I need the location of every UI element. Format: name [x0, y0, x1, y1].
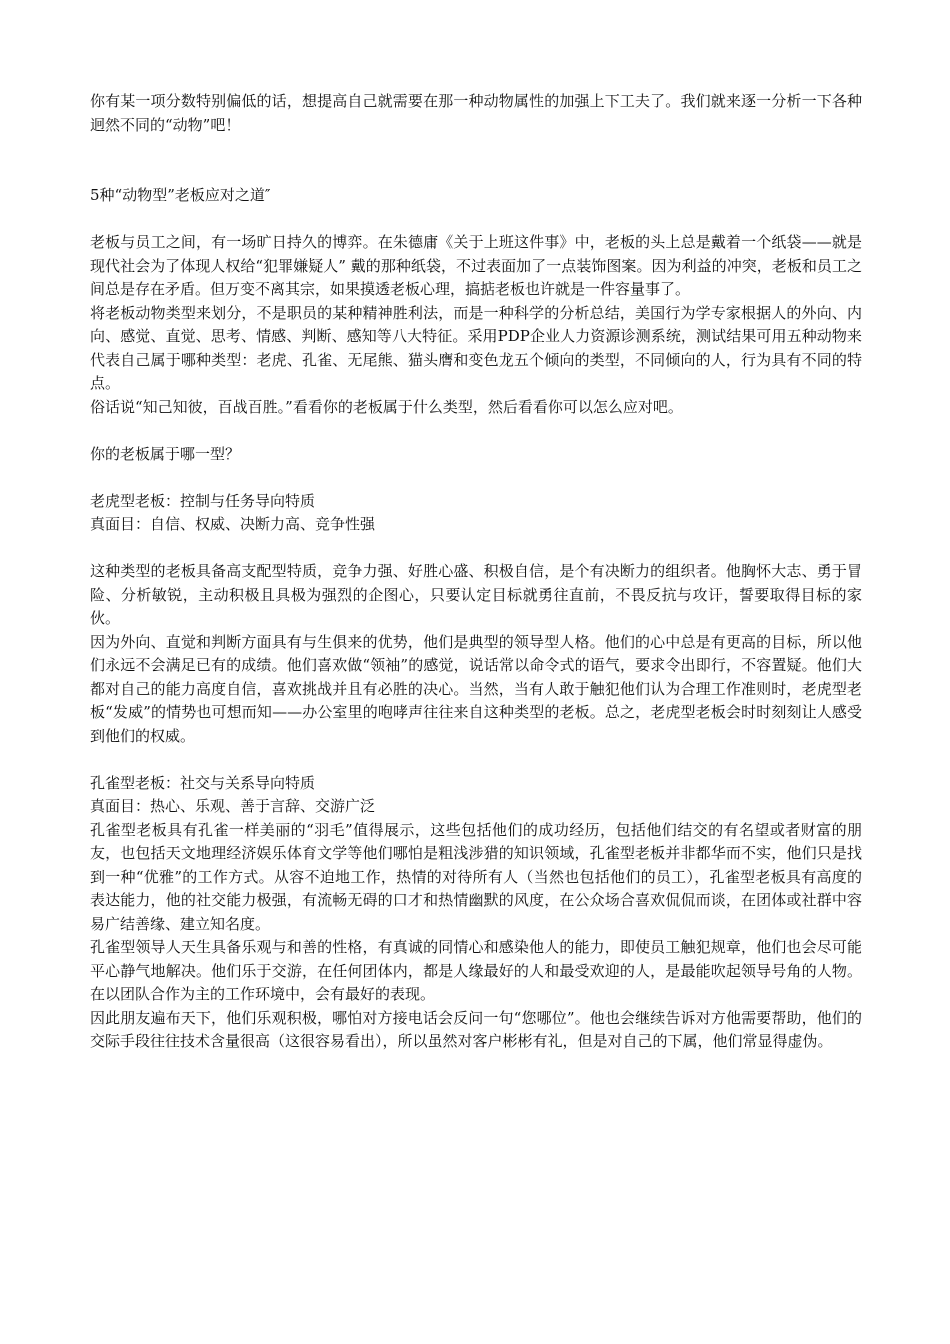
intro-paragraph: 你有某一项分数特别偏低的话，想提高自己就需要在那一种动物属性的加强上下工夫了。我们就来逐一分析一下各种迥然不同的“动物”吧！ — [90, 92, 862, 134]
section-title: 5种“动物型”老板应对之道″ — [90, 186, 271, 204]
peacock-face: 真面目：热心、乐观、善于言辞、交游广泛 — [90, 797, 376, 815]
body-paragraph: 俗话说“知己知彼，百战百胜。”看看你的老板属于什么类型，然后看看你可以怎么应对吧。 — [90, 397, 683, 416]
spacer — [90, 419, 862, 443]
body-paragraph: 老板与员工之间，有一场旷日持久的博弈。在朱德庸《关于上班这件事》中，老板的头上总是戴着一个纸袋——就是现代社会为了体现人权给“犯罪嫌疑人” 戴的那种纸袋，不过表面加了一点装饰图案。因为利益的冲突，老板和员工之间总是存在矛盾。但万变不离其宗，如果摸透老板心理，搞掂老板也许就是一件容量事了。 — [90, 233, 862, 298]
tiger-face: 真面目：自信、权威、决断力高、竞争性强 — [90, 515, 376, 533]
tiger-paragraph: 这种类型的老板具备高支配型特质，竞争力强、好胜心盛、积极自信，是个有决断力的组织者。他胸怀大志、勇于冒险、分析敏锐，主动积极且具极为强烈的企图心，只要认定目标就勇往直前，不畏反抗与攻讦，誓要取得目标的家伙。 — [90, 562, 862, 627]
peacock-paragraph: 因此朋友遍布天下，他们乐观积极，哪怕对方接电话会反问一句“您哪位”。他也会继续告诉对方他需要帮助，他们的交际手段往往技术含量很高（这很容易看出），所以虽然对客户彬彬有礼，但是对自己的下属，他们常显得虚伪。 — [90, 1008, 862, 1050]
question-heading: 你的老板属于哪一型？ — [90, 444, 241, 463]
body-paragraph: 将老板动物类型来划分，不是职员的某种精神胜利法，而是一种科学的分析总结，美国行为学专家根据人的外向、内向、感觉、直觉、思考、情感、判断、感知等八大特征。采用PDP企业人力资源诊测系统，测试结果可用五种动物来代表自己属于哪种类型：老虎、孔雀、无尾熊、猫头膺和变色龙五个倾向的类型，不同倾向的人，行为具有不同的特点。 — [90, 303, 862, 392]
spacer — [90, 748, 862, 772]
tiger-heading: 老虎型老板：控制与任务导向特质 — [90, 491, 316, 510]
peacock-paragraph: 孔雀型领导人天生具备乐观与和善的性格，有真诚的同情心和感染他人的能力，即使员工触犯规章，他们也会尽可能平心静气地解决。他们乐于交游，在任何团体内，都是人缘最好的人和最受欢迎的人，是最能吹起领导号角的人物。在以团队合作为主的工作环境中，会有最好的表现。 — [90, 938, 862, 1003]
spacer — [90, 537, 862, 561]
document-page — [90, 90, 862, 1054]
peacock-paragraph: 孔雀型老板具有孔雀一样美丽的“羽毛”值得展示，这些包括他们的成功经历，包括他们结交的有名望或者财富的朋友，也包括天文地理经济娱乐体育文学等他们哪怕是粗浅涉猎的知识领域，孔雀型老板并非都华而不实，他们只是找到一种“优雅”的工作方式。从容不迫地工作，热情的对待所有人（当然也包括他们的员工），孔雀型老板具有高度的表达能力，他的社交能力极强，有流畅无碍的口才和热情幽默的风度，在公众场合喜欢侃侃而谈，在团体或社群中容易广结善缘、建立知名度。 — [90, 820, 862, 933]
spacer — [90, 137, 862, 184]
peacock-heading: 孔雀型老板：社交与关系导向特质 — [90, 773, 316, 792]
spacer — [90, 466, 862, 490]
spacer — [90, 208, 862, 232]
tiger-paragraph: 因为外向、直觉和判断方面具有与生俱来的优势，他们是典型的领导型人格。他们的心中总是有更高的目标，所以他们永远不会满足已有的成绩。他们喜欢做“领袖”的感觉，说话常以命令式的语气，要求令出即行，不容置疑。他们大都对自己的能力高度自信，喜欢挑战并且有必胜的决心。当然，当有人敢于触犯他们认为合理工作准则时，老虎型老板“发威”的情势也可想而知——办公室里的咆哮声往往来自这种类型的老板。总之，老虎型老板会时时刻刻让人感受到他们的权威。 — [90, 632, 862, 745]
